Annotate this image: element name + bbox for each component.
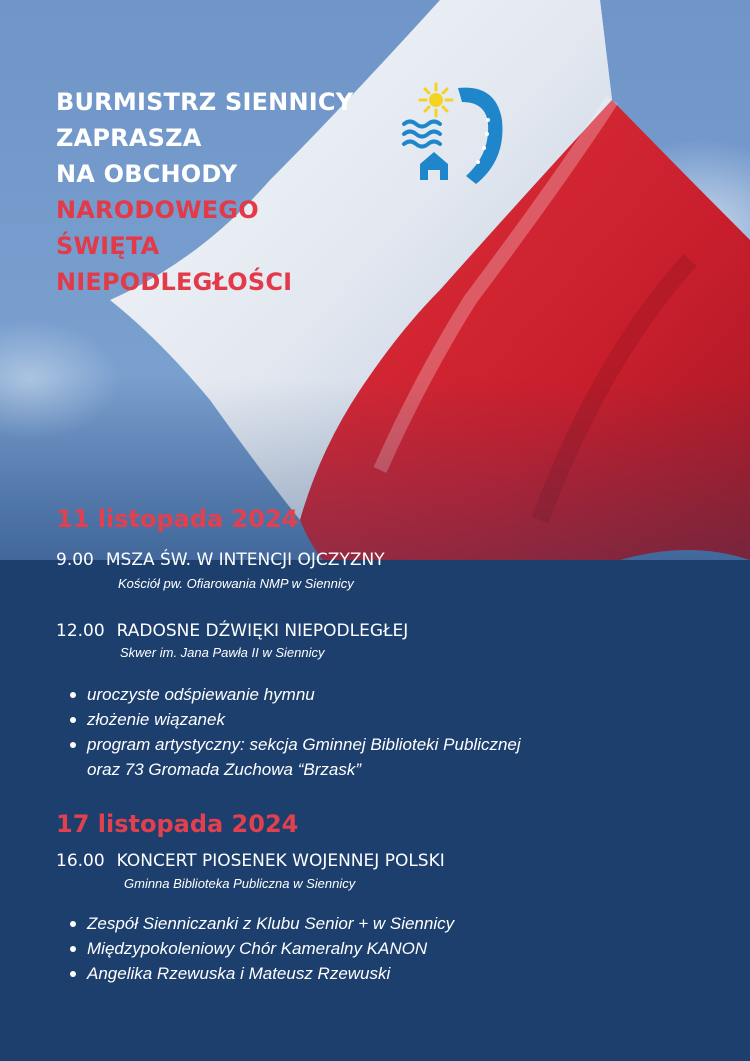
event-title [56,621,408,641]
bullet-icon [70,742,76,748]
event-name: MSZA ŚW. W INTENCJI OJCZYZNY [105,550,385,570]
date-heading-day1: 11 listopada 2024 [56,505,299,533]
headline [56,84,416,300]
event-location: Gminna Biblioteka Publiczna w Siennicy [124,876,356,891]
event-time: 12.00 [56,621,105,641]
list-item [70,732,521,782]
list-item-text: Zespół Sienniczanki z Klubu Senior + w Siennicy [87,914,455,933]
headline-line: BURMISTRZ SIENNICY [56,88,354,116]
event-time: 9.00 [56,550,94,570]
headline-highlight-line: ŚWIĘTA [56,232,160,260]
program-list-day1 [70,682,521,782]
list-item [70,911,454,936]
bullet-icon [70,921,76,927]
list-item-text: Angelika Rzewuska i Mateusz Rzewuski [87,964,391,983]
headline-line: NA OBCHODY [56,160,238,188]
bullet-icon [70,946,76,952]
event-location: Skwer im. Jana Pawła II w Siennicy [120,645,325,660]
siennica-town-logo-icon [398,80,514,190]
event-name: RADOSNE DŹWIĘKI NIEPODLEGŁEJ [116,621,409,641]
event-title [56,851,445,871]
headline-highlight-line: NARODOWEGO [56,196,259,224]
list-item [70,936,454,961]
event-name: KONCERT PIOSENEK WOJENNEJ POLSKI [116,851,445,871]
event-location: Kościół pw. Ofiarowania NMP w Siennicy [118,576,354,591]
list-item-text: Międzypokoleniowy Chór Kameralny KANON [87,939,428,958]
bullet-icon [70,692,76,698]
list-item-text: złożenie wiązanek [87,710,225,729]
event-title [56,550,385,570]
list-item-text-continued: oraz 73 Gromada Zuchowa “Brzask” [87,760,361,779]
list-item-text: program artystyczny: sekcja Gminnej Biblioteki Publicznej [87,735,521,754]
headline-highlight-line: NIEPODLEGŁOŚCI [56,268,293,296]
list-item [70,682,521,707]
program-list-day2 [70,911,454,986]
event-time: 16.00 [56,851,105,871]
list-item-text: uroczyste odśpiewanie hymnu [87,685,315,704]
date-heading-day2: 17 listopada 2024 [56,810,299,838]
list-item [70,707,521,732]
bullet-icon [70,971,76,977]
headline-line: ZAPRASZA [56,124,202,152]
bullet-icon [70,717,76,723]
list-item [70,961,454,986]
